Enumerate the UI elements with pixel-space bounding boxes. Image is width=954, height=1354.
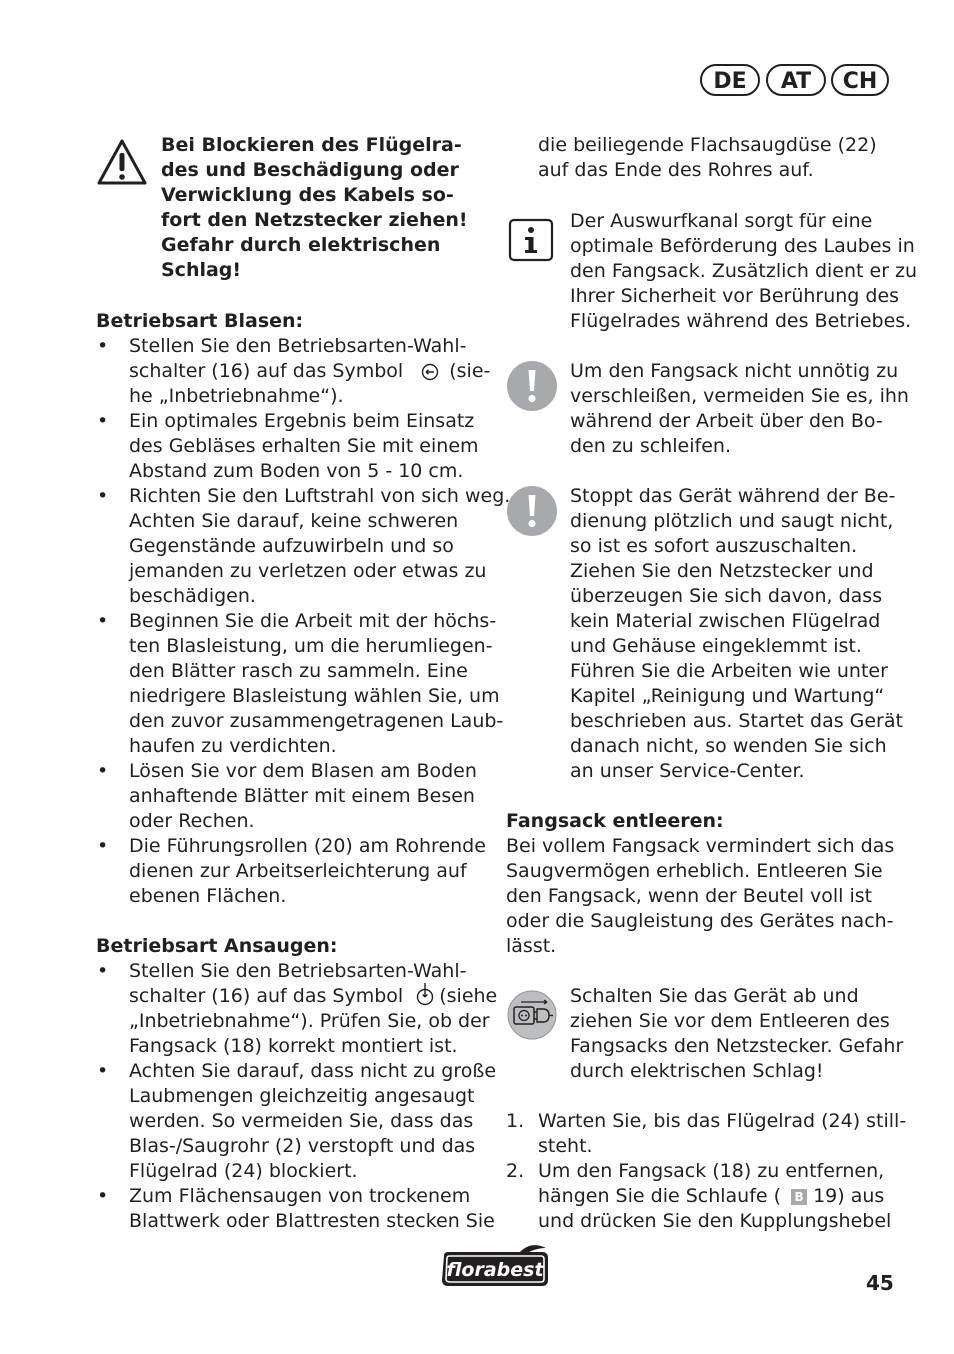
list-item: • Lösen Sie vor dem Blasen am Boden anhaftende Blätter mit einem Besen oder Rechen. [97, 760, 477, 832]
fangsack-paragraph: Bei vollem Fangsack vermindert sich das Saugvermögen erheblich. Entleeren Sie den Fangsack, wenn der Beutel voll ist oder die Saugleistung des Gerätes nach- lässt. [506, 835, 895, 957]
language-badges [700, 64, 890, 98]
lang-badge-de: DE [700, 64, 760, 96]
list-item: • Die Führungsrollen (20) am Rohrende dienen zur Arbeitserleichterung auf ebenen Flächen. [97, 835, 486, 907]
exclamation-icon [506, 360, 558, 412]
bullet-icon: • [97, 335, 109, 357]
bullet-icon: • [97, 760, 109, 782]
suction-mode-symbol-icon [415, 982, 435, 1006]
list-item: • Beginnen Sie die Arbeit mit der höchs- ten Blasleistung, um die herumliegen- den Blätter rasch zu sammeln. Eine niedrigere Blasleistung wählen Sie, um den zuvor zusammengetragenen Laub- haufen zu verdichten. [97, 610, 504, 757]
list-item: 1. Warten Sie, bis das Flügelrad (24) still- steht. [506, 1110, 907, 1157]
lang-badge-at: AT [766, 64, 826, 96]
list-item: • Ein optimales Ergebnis beim Einsatz des Gebläses erhalten Sie mit einem Abstand zum Boden von 5 - 10 cm. [97, 410, 479, 482]
florabest-logo [438, 1244, 552, 1290]
unplug-icon [507, 990, 557, 1040]
unplug-note: Schalten Sie das Gerät ab und ziehen Sie vor dem Entleeren des Fangsacks den Netzstecker. Gefahr durch elektrischen Schlag! [570, 985, 904, 1082]
brand-name: florabest [446, 1259, 544, 1281]
bullet-icon: • [97, 960, 109, 982]
bullet-icon: • [97, 1060, 109, 1082]
list-item: • Stellen Sie den Betriebsarten-Wahl- schalter (16) auf das Symbol (sie- he „Inbetriebnahme“). [97, 335, 491, 407]
list-item: • Richten Sie den Luftstrahl von sich weg. Achten Sie darauf, keine schweren Gegenstände aufzuwirbeln und so jemanden zu verletzen oder etwas zu beschädigen. [97, 485, 511, 607]
exclamation-icon [506, 485, 558, 537]
info-note: Der Auswurfkanal sorgt für eine optimale Beförderung des Laubes in den Fangsack. Zusätzlich dient er zu Ihrer Sicherheit vor Berührung des Flügelrades während des Betriebes. [570, 210, 918, 332]
info-icon [508, 218, 554, 262]
heading-ansaugen: Betriebsart Ansaugen: [96, 935, 338, 957]
lang-badge-ch: CH [831, 64, 889, 96]
bullet-icon: • [97, 485, 109, 507]
bullet-icon: • [97, 410, 109, 432]
page-number: 45 [866, 1271, 894, 1295]
continuation-text: die beiliegende Flachsaugdüse (22) auf das Ende des Rohres auf. [538, 134, 877, 181]
list-item: • Achten Sie darauf, dass nicht zu große Laubmengen gleichzeitig angesaugt werden. So vermeiden Sie, dass das Blas-/Saugrohr (2) verstopft und das Flügelrad (24) blockiert. [97, 1060, 497, 1182]
list-item: • Stellen Sie den Betriebsarten-Wahl- schalter (16) auf das Symbol (siehe „Inbetriebnahme“). Prüfen Sie, ob der Fangsack (18) korrekt montiert ist. [97, 960, 498, 1057]
list-item: 2. Um den Fangsack (18) zu entfernen, hängen Sie die Schlaufe ( B 19) aus und drücken Sie den Kupplungshebel [506, 1160, 892, 1232]
warning-text: Bei Blockieren des Flügelra- des und Beschädigung oder Verwicklung des Kabels so- fort den Netzstecker ziehen! Gefahr durch elektrischen Schlag! [161, 134, 468, 281]
heading-fangsack: Fangsack entleeren: [506, 810, 724, 832]
warning-triangle-icon [96, 138, 148, 186]
bullet-icon: • [97, 835, 109, 857]
blow-mode-symbol-icon [417, 362, 443, 382]
figure-b-label: B [791, 1189, 807, 1205]
note-fangsack-wear: Um den Fangsack nicht unnötig zu verschleißen, vermeiden Sie es, ihn während der Arbeit über den Bo- den zu schleifen. [570, 360, 909, 457]
bullet-icon: • [97, 1185, 109, 1207]
heading-blasen: Betriebsart Blasen: [96, 310, 304, 332]
note-device-stops: Stoppt das Gerät während der Be- dienung plötzlich und saugt nicht, so ist es sofort auszuschalten. Ziehen Sie den Netzstecker und überzeugen Sie sich davon, dass kein Material zwischen Flügelrad und Gehäuse eingeklemmt ist. Führen Sie die Arbeiten wie unter Kapitel „Reinigung und Wartung“ beschrieben aus. Startet das Gerät danach nicht, so wenden Sie sich an unser Service-Center. [570, 485, 903, 782]
bullet-icon: • [97, 610, 109, 632]
list-item: • Zum Flächensaugen von trockenem Blattwerk oder Blattresten stecken Sie [97, 1185, 495, 1232]
